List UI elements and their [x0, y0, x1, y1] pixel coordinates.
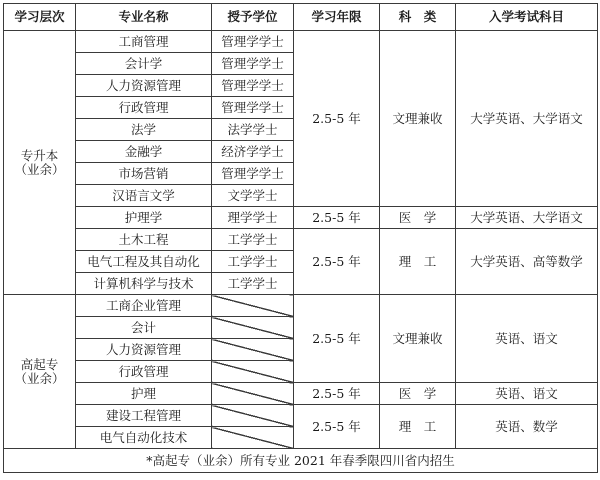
exam-subjects-cell: 大学英语、高等数学: [456, 229, 598, 295]
category-cell: 文理兼收: [380, 31, 456, 207]
header-category: 科 类: [380, 4, 456, 31]
category-cell: 医 学: [380, 207, 456, 229]
category-cell: 文理兼收: [380, 295, 456, 383]
degree-name: 经济学学士: [212, 141, 294, 163]
degree-name: 工学学士: [212, 229, 294, 251]
degree-name: 文学学士: [212, 185, 294, 207]
exam-subjects-cell: 大学英语、大学语文: [456, 31, 598, 207]
exam-subjects-cell: 英语、语文: [456, 295, 598, 383]
table-row: [4, 295, 598, 317]
exam-subjects-cell: 英语、语文: [456, 383, 598, 405]
major-name: 工商管理: [76, 31, 212, 53]
header-row: [4, 4, 598, 31]
duration-cell: 2.5-5 年: [294, 31, 380, 207]
program-table-container: [3, 3, 598, 473]
no-degree-slash-cell: [212, 339, 294, 361]
no-degree-slash-cell: [212, 295, 294, 317]
category-cell: 理 工: [380, 229, 456, 295]
major-name: 行政管理: [76, 361, 212, 383]
table-row: [4, 229, 598, 251]
major-name: 人力资源管理: [76, 339, 212, 361]
table-row: [4, 405, 598, 427]
degree-name: 管理学学士: [212, 97, 294, 119]
degree-name: 工学学士: [212, 251, 294, 273]
major-name: 人力资源管理: [76, 75, 212, 97]
major-name: 计算机科学与技术: [76, 273, 212, 295]
footnote-text: *高起专（业余）所有专业 2021 年春季限四川省内招生: [4, 449, 598, 473]
duration-cell: 2.5-5 年: [294, 295, 380, 383]
no-degree-slash-cell: [212, 405, 294, 427]
header-major: 专业名称: [76, 4, 212, 31]
major-name: 会计: [76, 317, 212, 339]
level-label: 专升本: [20, 147, 59, 163]
degree-name: 理学学士: [212, 207, 294, 229]
duration-cell: 2.5-5 年: [294, 229, 380, 295]
exam-subjects-cell: 大学英语、大学语文: [456, 207, 598, 229]
header-exam: 入学考试科目: [456, 4, 598, 31]
no-degree-slash-cell: [212, 317, 294, 339]
level-label: 高起专: [20, 356, 59, 372]
major-name: 土木工程: [76, 229, 212, 251]
degree-name: 管理学学士: [212, 53, 294, 75]
category-cell: 医 学: [380, 383, 456, 405]
level-cell-upgrade: [4, 31, 76, 295]
header-level: 学习层次: [4, 4, 76, 31]
no-degree-slash-cell: [212, 383, 294, 405]
degree-name: 法学学士: [212, 119, 294, 141]
no-degree-slash-cell: [212, 361, 294, 383]
major-name: 工商企业管理: [76, 295, 212, 317]
footnote-row: [4, 449, 598, 473]
major-name: 金融学: [76, 141, 212, 163]
major-name: 法学: [76, 119, 212, 141]
duration-cell: 2.5-5 年: [294, 207, 380, 229]
major-name: 汉语言文学: [76, 185, 212, 207]
exam-subjects-cell: 英语、数学: [456, 405, 598, 449]
header-duration: 学习年限: [294, 4, 380, 31]
header-degree: 授予学位: [212, 4, 294, 31]
major-name: 行政管理: [76, 97, 212, 119]
table-row: [4, 31, 598, 53]
category-cell: 理 工: [380, 405, 456, 449]
major-name: 建设工程管理: [76, 405, 212, 427]
major-name: 护理: [76, 383, 212, 405]
degree-name: 管理学学士: [212, 31, 294, 53]
duration-cell: 2.5-5 年: [294, 383, 380, 405]
major-name: 电气自动化技术: [76, 427, 212, 449]
program-table: [3, 3, 598, 473]
level-mode: （业余）: [14, 370, 65, 386]
degree-name: 管理学学士: [212, 163, 294, 185]
major-name: 会计学: [76, 53, 212, 75]
major-name: 护理学: [76, 207, 212, 229]
duration-cell: 2.5-5 年: [294, 405, 380, 449]
level-cell-junior: [4, 295, 76, 449]
major-name: 电气工程及其自动化: [76, 251, 212, 273]
major-name: 市场营销: [76, 163, 212, 185]
degree-name: 管理学学士: [212, 75, 294, 97]
level-mode: （业余）: [14, 161, 65, 177]
table-row: [4, 383, 598, 405]
no-degree-slash-cell: [212, 427, 294, 449]
degree-name: 工学学士: [212, 273, 294, 295]
table-row: [4, 207, 598, 229]
